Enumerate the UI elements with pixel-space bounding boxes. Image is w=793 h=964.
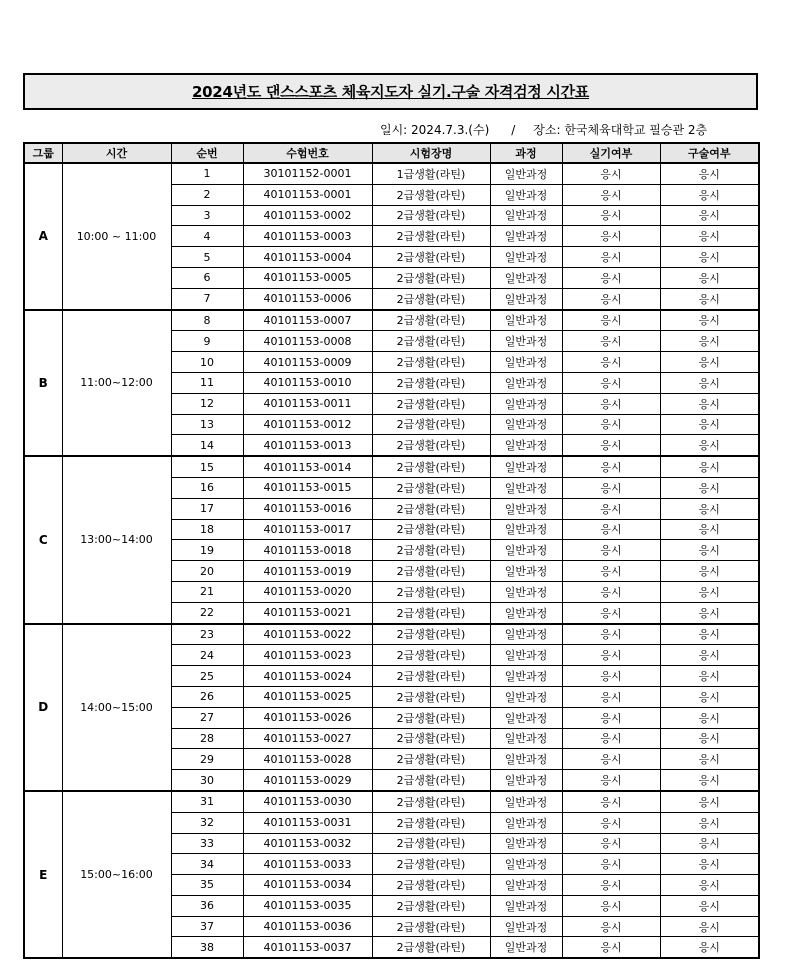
exam-number-cell: 40101153-0008 — [243, 331, 372, 352]
exam-number-cell: 40101153-0007 — [243, 310, 372, 331]
exam-name-cell: 2급생활(라틴) — [372, 331, 490, 352]
practical-cell: 응시 — [562, 226, 660, 247]
group-cell: B — [24, 310, 62, 457]
order-cell: 14 — [171, 435, 243, 456]
oral-cell: 응시 — [660, 812, 759, 833]
exam-name-cell: 2급생활(라틴) — [372, 205, 490, 226]
course-cell: 일반과정 — [490, 602, 562, 623]
practical-cell: 응시 — [562, 205, 660, 226]
practical-cell: 응시 — [562, 310, 660, 331]
exam-number-cell: 40101153-0001 — [243, 184, 372, 205]
course-cell: 일반과정 — [490, 540, 562, 561]
order-cell: 37 — [171, 916, 243, 937]
course-cell: 일반과정 — [490, 581, 562, 602]
exam-number-cell: 40101153-0029 — [243, 770, 372, 791]
exam-name-cell: 2급생활(라틴) — [372, 602, 490, 623]
course-cell: 일반과정 — [490, 854, 562, 875]
exam-name-cell: 2급생활(라틴) — [372, 393, 490, 414]
exam-number-cell: 40101153-0030 — [243, 791, 372, 812]
exam-number-cell: 40101153-0034 — [243, 875, 372, 896]
group-cell: A — [24, 163, 62, 310]
exam-name-cell: 2급생활(라틴) — [372, 812, 490, 833]
exam-number-cell: 40101153-0024 — [243, 666, 372, 687]
exam-name-cell: 2급생활(라틴) — [372, 770, 490, 791]
exam-number-cell: 40101153-0009 — [243, 352, 372, 373]
order-cell: 16 — [171, 477, 243, 498]
order-cell: 36 — [171, 895, 243, 916]
practical-cell: 응시 — [562, 770, 660, 791]
table-row — [24, 310, 759, 331]
oral-cell: 응시 — [660, 833, 759, 854]
header-order: 순번 — [171, 143, 243, 163]
exam-name-cell: 2급생활(라틴) — [372, 707, 490, 728]
order-cell: 35 — [171, 875, 243, 896]
course-cell: 일반과정 — [490, 561, 562, 582]
oral-cell: 응시 — [660, 435, 759, 456]
oral-cell: 응시 — [660, 854, 759, 875]
practical-cell: 응시 — [562, 812, 660, 833]
time-cell: 10:00 ~ 11:00 — [62, 163, 171, 310]
title-box — [23, 73, 758, 110]
oral-cell: 응시 — [660, 666, 759, 687]
exam-name-cell: 2급생활(라틴) — [372, 435, 490, 456]
order-cell: 18 — [171, 519, 243, 540]
exam-name-cell: 2급생활(라틴) — [372, 352, 490, 373]
practical-cell: 응시 — [562, 435, 660, 456]
course-cell: 일반과정 — [490, 707, 562, 728]
exam-name-cell: 2급생활(라틴) — [372, 895, 490, 916]
exam-name-cell: 2급생활(라틴) — [372, 686, 490, 707]
oral-cell: 응시 — [660, 581, 759, 602]
oral-cell: 응시 — [660, 707, 759, 728]
exam-number-cell: 40101153-0035 — [243, 895, 372, 916]
practical-cell: 응시 — [562, 937, 660, 958]
practical-cell: 응시 — [562, 498, 660, 519]
practical-cell: 응시 — [562, 561, 660, 582]
practical-cell: 응시 — [562, 414, 660, 435]
exam-info — [380, 121, 756, 138]
exam-number-cell: 40101153-0012 — [243, 414, 372, 435]
page-title: 2024년도 댄스스포츠 체육지도자 실기.구술 자격검정 시간표 — [192, 83, 589, 101]
oral-cell: 응시 — [660, 916, 759, 937]
practical-cell: 응시 — [562, 791, 660, 812]
practical-cell: 응시 — [562, 163, 660, 184]
oral-cell: 응시 — [660, 770, 759, 791]
course-cell: 일반과정 — [490, 519, 562, 540]
course-cell: 일반과정 — [490, 226, 562, 247]
order-cell: 34 — [171, 854, 243, 875]
exam-name-cell: 2급생활(라틴) — [372, 184, 490, 205]
exam-name-cell: 2급생활(라틴) — [372, 937, 490, 958]
time-cell: 15:00~16:00 — [62, 791, 171, 958]
exam-number-cell: 40101153-0027 — [243, 728, 372, 749]
order-cell: 20 — [171, 561, 243, 582]
exam-name-cell: 2급생활(라틴) — [372, 791, 490, 812]
exam-number-cell: 40101153-0003 — [243, 226, 372, 247]
exam-number-cell: 40101153-0018 — [243, 540, 372, 561]
exam-name-cell: 2급생활(라틴) — [372, 581, 490, 602]
schedule-body — [24, 163, 759, 958]
practical-cell: 응시 — [562, 645, 660, 666]
course-cell: 일반과정 — [490, 456, 562, 477]
course-cell: 일반과정 — [490, 352, 562, 373]
course-cell: 일반과정 — [490, 331, 562, 352]
group-cell: D — [24, 624, 62, 791]
practical-cell: 응시 — [562, 686, 660, 707]
order-cell: 10 — [171, 352, 243, 373]
practical-cell: 응시 — [562, 666, 660, 687]
oral-cell: 응시 — [660, 393, 759, 414]
course-cell: 일반과정 — [490, 624, 562, 645]
exam-date: 일시: 2024.7.3.(수) — [380, 123, 490, 137]
course-cell: 일반과정 — [490, 435, 562, 456]
exam-number-cell: 40101153-0026 — [243, 707, 372, 728]
practical-cell: 응시 — [562, 540, 660, 561]
order-cell: 4 — [171, 226, 243, 247]
order-cell: 2 — [171, 184, 243, 205]
exam-number-cell: 40101153-0032 — [243, 833, 372, 854]
oral-cell: 응시 — [660, 247, 759, 268]
exam-number-cell: 40101153-0010 — [243, 372, 372, 393]
oral-cell: 응시 — [660, 519, 759, 540]
order-cell: 30 — [171, 770, 243, 791]
exam-number-cell: 30101152-0001 — [243, 163, 372, 184]
practical-cell: 응시 — [562, 728, 660, 749]
exam-number-cell: 40101153-0015 — [243, 477, 372, 498]
order-cell: 17 — [171, 498, 243, 519]
course-cell: 일반과정 — [490, 728, 562, 749]
exam-name-cell: 2급생활(라틴) — [372, 624, 490, 645]
order-cell: 32 — [171, 812, 243, 833]
exam-name-cell: 2급생활(라틴) — [372, 666, 490, 687]
table-row — [24, 791, 759, 812]
exam-number-cell: 40101153-0020 — [243, 581, 372, 602]
practical-cell: 응시 — [562, 895, 660, 916]
oral-cell: 응시 — [660, 184, 759, 205]
exam-number-cell: 40101153-0002 — [243, 205, 372, 226]
course-cell: 일반과정 — [490, 937, 562, 958]
order-cell: 8 — [171, 310, 243, 331]
practical-cell: 응시 — [562, 456, 660, 477]
oral-cell: 응시 — [660, 728, 759, 749]
exam-number-cell: 40101153-0013 — [243, 435, 372, 456]
oral-cell: 응시 — [660, 331, 759, 352]
exam-number-cell: 40101153-0004 — [243, 247, 372, 268]
order-cell: 11 — [171, 372, 243, 393]
oral-cell: 응시 — [660, 624, 759, 645]
exam-number-cell: 40101153-0006 — [243, 288, 372, 309]
oral-cell: 응시 — [660, 561, 759, 582]
order-cell: 3 — [171, 205, 243, 226]
oral-cell: 응시 — [660, 498, 759, 519]
course-cell: 일반과정 — [490, 414, 562, 435]
exam-name-cell: 2급생활(라틴) — [372, 498, 490, 519]
order-cell: 28 — [171, 728, 243, 749]
course-cell: 일반과정 — [490, 791, 562, 812]
practical-cell: 응시 — [562, 331, 660, 352]
order-cell: 19 — [171, 540, 243, 561]
oral-cell: 응시 — [660, 749, 759, 770]
course-cell: 일반과정 — [490, 916, 562, 937]
oral-cell: 응시 — [660, 456, 759, 477]
course-cell: 일반과정 — [490, 812, 562, 833]
practical-cell: 응시 — [562, 854, 660, 875]
order-cell: 38 — [171, 937, 243, 958]
course-cell: 일반과정 — [490, 833, 562, 854]
exam-number-cell: 40101153-0014 — [243, 456, 372, 477]
time-cell: 14:00~15:00 — [62, 624, 171, 791]
oral-cell: 응시 — [660, 372, 759, 393]
exam-name-cell: 2급생활(라틴) — [372, 875, 490, 896]
exam-name-cell: 2급생활(라틴) — [372, 854, 490, 875]
exam-number-cell: 40101153-0033 — [243, 854, 372, 875]
exam-number-cell: 40101153-0036 — [243, 916, 372, 937]
exam-venue: 장소: 한국체육대학교 필승관 2층 — [533, 123, 708, 137]
oral-cell: 응시 — [660, 414, 759, 435]
practical-cell: 응시 — [562, 267, 660, 288]
table-row — [24, 163, 759, 184]
practical-cell: 응시 — [562, 393, 660, 414]
order-cell: 27 — [171, 707, 243, 728]
practical-cell: 응시 — [562, 247, 660, 268]
exam-name-cell: 2급생활(라틴) — [372, 540, 490, 561]
order-cell: 33 — [171, 833, 243, 854]
practical-cell: 응시 — [562, 288, 660, 309]
exam-name-cell: 2급생활(라틴) — [372, 728, 490, 749]
exam-name-cell: 2급생활(라틴) — [372, 414, 490, 435]
course-cell: 일반과정 — [490, 645, 562, 666]
group-cell: C — [24, 456, 62, 623]
exam-number-cell: 40101153-0028 — [243, 749, 372, 770]
order-cell: 23 — [171, 624, 243, 645]
practical-cell: 응시 — [562, 875, 660, 896]
course-cell: 일반과정 — [490, 666, 562, 687]
oral-cell: 응시 — [660, 226, 759, 247]
exam-number-cell: 40101153-0019 — [243, 561, 372, 582]
order-cell: 15 — [171, 456, 243, 477]
info-separator: / — [511, 123, 516, 137]
practical-cell: 응시 — [562, 352, 660, 373]
practical-cell: 응시 — [562, 184, 660, 205]
header-exam-name: 시험장명 — [372, 143, 490, 163]
exam-name-cell: 2급생활(라틴) — [372, 833, 490, 854]
exam-name-cell: 2급생활(라틴) — [372, 477, 490, 498]
practical-cell: 응시 — [562, 833, 660, 854]
course-cell: 일반과정 — [490, 247, 562, 268]
exam-name-cell: 2급생활(라틴) — [372, 267, 490, 288]
header-oral: 구술여부 — [660, 143, 759, 163]
table-row — [24, 456, 759, 477]
exam-number-cell: 40101153-0025 — [243, 686, 372, 707]
order-cell: 7 — [171, 288, 243, 309]
order-cell: 9 — [171, 331, 243, 352]
oral-cell: 응시 — [660, 477, 759, 498]
group-cell: E — [24, 791, 62, 958]
course-cell: 일반과정 — [490, 205, 562, 226]
exam-name-cell: 2급생활(라틴) — [372, 519, 490, 540]
time-cell: 13:00~14:00 — [62, 456, 171, 623]
exam-name-cell: 2급생활(라틴) — [372, 645, 490, 666]
course-cell: 일반과정 — [490, 875, 562, 896]
oral-cell: 응시 — [660, 602, 759, 623]
order-cell: 12 — [171, 393, 243, 414]
course-cell: 일반과정 — [490, 498, 562, 519]
oral-cell: 응시 — [660, 645, 759, 666]
order-cell: 6 — [171, 267, 243, 288]
exam-number-cell: 40101153-0011 — [243, 393, 372, 414]
header-course: 과정 — [490, 143, 562, 163]
practical-cell: 응시 — [562, 602, 660, 623]
header-row — [24, 143, 759, 163]
order-cell: 29 — [171, 749, 243, 770]
oral-cell: 응시 — [660, 205, 759, 226]
practical-cell: 응시 — [562, 477, 660, 498]
exam-name-cell: 2급생활(라틴) — [372, 247, 490, 268]
oral-cell: 응시 — [660, 875, 759, 896]
course-cell: 일반과정 — [490, 895, 562, 916]
course-cell: 일반과정 — [490, 393, 562, 414]
order-cell: 31 — [171, 791, 243, 812]
exam-number-cell: 40101153-0022 — [243, 624, 372, 645]
practical-cell: 응시 — [562, 581, 660, 602]
oral-cell: 응시 — [660, 791, 759, 812]
course-cell: 일반과정 — [490, 163, 562, 184]
oral-cell: 응시 — [660, 895, 759, 916]
header-exam-number: 수험번호 — [243, 143, 372, 163]
exam-number-cell: 40101153-0005 — [243, 267, 372, 288]
course-cell: 일반과정 — [490, 288, 562, 309]
order-cell: 1 — [171, 163, 243, 184]
exam-number-cell: 40101153-0031 — [243, 812, 372, 833]
course-cell: 일반과정 — [490, 184, 562, 205]
exam-name-cell: 2급생활(라틴) — [372, 288, 490, 309]
oral-cell: 응시 — [660, 352, 759, 373]
order-cell: 21 — [171, 581, 243, 602]
oral-cell: 응시 — [660, 267, 759, 288]
exam-name-cell: 2급생활(라틴) — [372, 916, 490, 937]
exam-number-cell: 40101153-0037 — [243, 937, 372, 958]
oral-cell: 응시 — [660, 937, 759, 958]
practical-cell: 응시 — [562, 372, 660, 393]
oral-cell: 응시 — [660, 288, 759, 309]
exam-name-cell: 2급생활(라틴) — [372, 310, 490, 331]
practical-cell: 응시 — [562, 749, 660, 770]
order-cell: 26 — [171, 686, 243, 707]
oral-cell: 응시 — [660, 310, 759, 331]
oral-cell: 응시 — [660, 163, 759, 184]
exam-name-cell: 2급생활(라틴) — [372, 372, 490, 393]
header-time: 시간 — [62, 143, 171, 163]
oral-cell: 응시 — [660, 686, 759, 707]
header-practical: 실기여부 — [562, 143, 660, 163]
header-group: 그룹 — [24, 143, 62, 163]
order-cell: 13 — [171, 414, 243, 435]
practical-cell: 응시 — [562, 519, 660, 540]
oral-cell: 응시 — [660, 540, 759, 561]
course-cell: 일반과정 — [490, 770, 562, 791]
exam-name-cell: 2급생활(라틴) — [372, 561, 490, 582]
exam-name-cell: 2급생활(라틴) — [372, 456, 490, 477]
course-cell: 일반과정 — [490, 267, 562, 288]
order-cell: 22 — [171, 602, 243, 623]
course-cell: 일반과정 — [490, 749, 562, 770]
exam-number-cell: 40101153-0023 — [243, 645, 372, 666]
course-cell: 일반과정 — [490, 477, 562, 498]
exam-name-cell: 2급생활(라틴) — [372, 749, 490, 770]
exam-name-cell: 1급생활(라틴) — [372, 163, 490, 184]
schedule-table — [23, 142, 760, 959]
exam-number-cell: 40101153-0017 — [243, 519, 372, 540]
practical-cell: 응시 — [562, 916, 660, 937]
order-cell: 5 — [171, 247, 243, 268]
table-row — [24, 624, 759, 645]
course-cell: 일반과정 — [490, 686, 562, 707]
order-cell: 25 — [171, 666, 243, 687]
time-cell: 11:00~12:00 — [62, 310, 171, 457]
exam-name-cell: 2급생활(라틴) — [372, 226, 490, 247]
practical-cell: 응시 — [562, 624, 660, 645]
order-cell: 24 — [171, 645, 243, 666]
course-cell: 일반과정 — [490, 372, 562, 393]
exam-number-cell: 40101153-0021 — [243, 602, 372, 623]
course-cell: 일반과정 — [490, 310, 562, 331]
exam-number-cell: 40101153-0016 — [243, 498, 372, 519]
practical-cell: 응시 — [562, 707, 660, 728]
